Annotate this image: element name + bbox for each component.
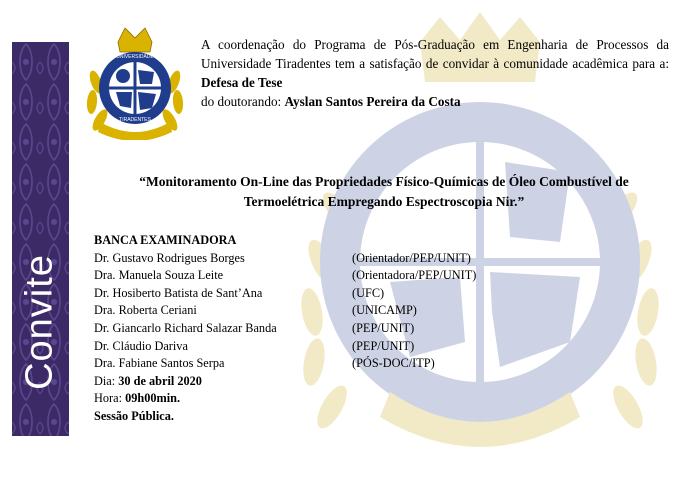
board-member-affiliation: (UNICAMP) xyxy=(352,303,417,318)
thesis-title: “Monitoramento On-Line das Propriedades Físico-Químicas de Óleo Combustível de Termoelétrica Empregando Espectroscopia Nir.” xyxy=(139,174,629,209)
board-member-affiliation: (PEP/UNIT) xyxy=(352,320,415,335)
time-line xyxy=(94,390,514,408)
board-member-row xyxy=(94,285,514,303)
board-member-name: Dra. Roberta Ceriani xyxy=(94,303,197,318)
board-member-row xyxy=(94,250,514,268)
university-crest-logo xyxy=(80,22,190,140)
board-member-name: Dra. Fabiane Santos Serpa xyxy=(94,356,225,371)
intro-text: A coordenação do Programa de Pós-Graduação em Engenharia de Processos da Universidade Tiradentes tem a satisfação de convidar à comunidade acadêmica para a: xyxy=(201,37,669,71)
board-member-row xyxy=(94,320,514,338)
board-member-name: Dra. Manuela Souza Leite xyxy=(94,268,224,283)
event-name: Defesa de Tese xyxy=(201,75,283,90)
convite-side-band xyxy=(12,42,69,436)
board-member-name: Dr. Giancarlo Richard Salazar Banda xyxy=(94,320,277,335)
board-heading: BANCA EXAMINADORA xyxy=(94,233,237,247)
date-line xyxy=(94,373,514,391)
board-member-affiliation: (Orientadora/PEP/UNIT) xyxy=(352,268,477,283)
time-label: Hora: xyxy=(94,391,122,406)
board-member-affiliation: (UFC) xyxy=(352,285,385,300)
candidate-prefix: do doutorando: xyxy=(201,94,282,109)
board-member-affiliation: (PEP/UNIT) xyxy=(352,338,415,353)
date-label: Dia: xyxy=(94,373,116,388)
board-member-row xyxy=(94,355,514,373)
session-type: Sessão Pública. xyxy=(94,408,174,423)
invitation-intro xyxy=(201,35,669,111)
board-member-name: Dr. Hosiberto Batista de Sant’Ana xyxy=(94,285,263,300)
board-member-row xyxy=(94,302,514,320)
session-line xyxy=(94,408,514,426)
convite-title: Convite xyxy=(18,254,61,390)
examining-board xyxy=(94,232,514,426)
crest-bottom-text: TIRADENTES xyxy=(119,117,151,123)
board-member-name: Dr. Cláudio Dariva xyxy=(94,338,188,353)
crest-top-text: UNIVERSIDADE xyxy=(116,54,154,60)
intro-paragraph xyxy=(201,35,669,92)
defense-time: 09h00min. xyxy=(125,391,181,406)
board-member-row xyxy=(94,338,514,356)
board-member-affiliation: (Orientador/PEP/UNIT) xyxy=(352,250,471,265)
board-member-row xyxy=(94,267,514,285)
candidate-line xyxy=(201,92,669,111)
defense-date: 30 de abril 2020 xyxy=(118,373,202,388)
board-members-list xyxy=(94,250,514,373)
convite-title-area xyxy=(20,222,60,422)
board-member-affiliation: (PÓS-DOC/ITP) xyxy=(352,356,435,371)
candidate-name: Ayslan Santos Pereira da Costa xyxy=(284,94,461,109)
board-member-name: Dr. Gustavo Rodrigues Borges xyxy=(94,250,245,265)
